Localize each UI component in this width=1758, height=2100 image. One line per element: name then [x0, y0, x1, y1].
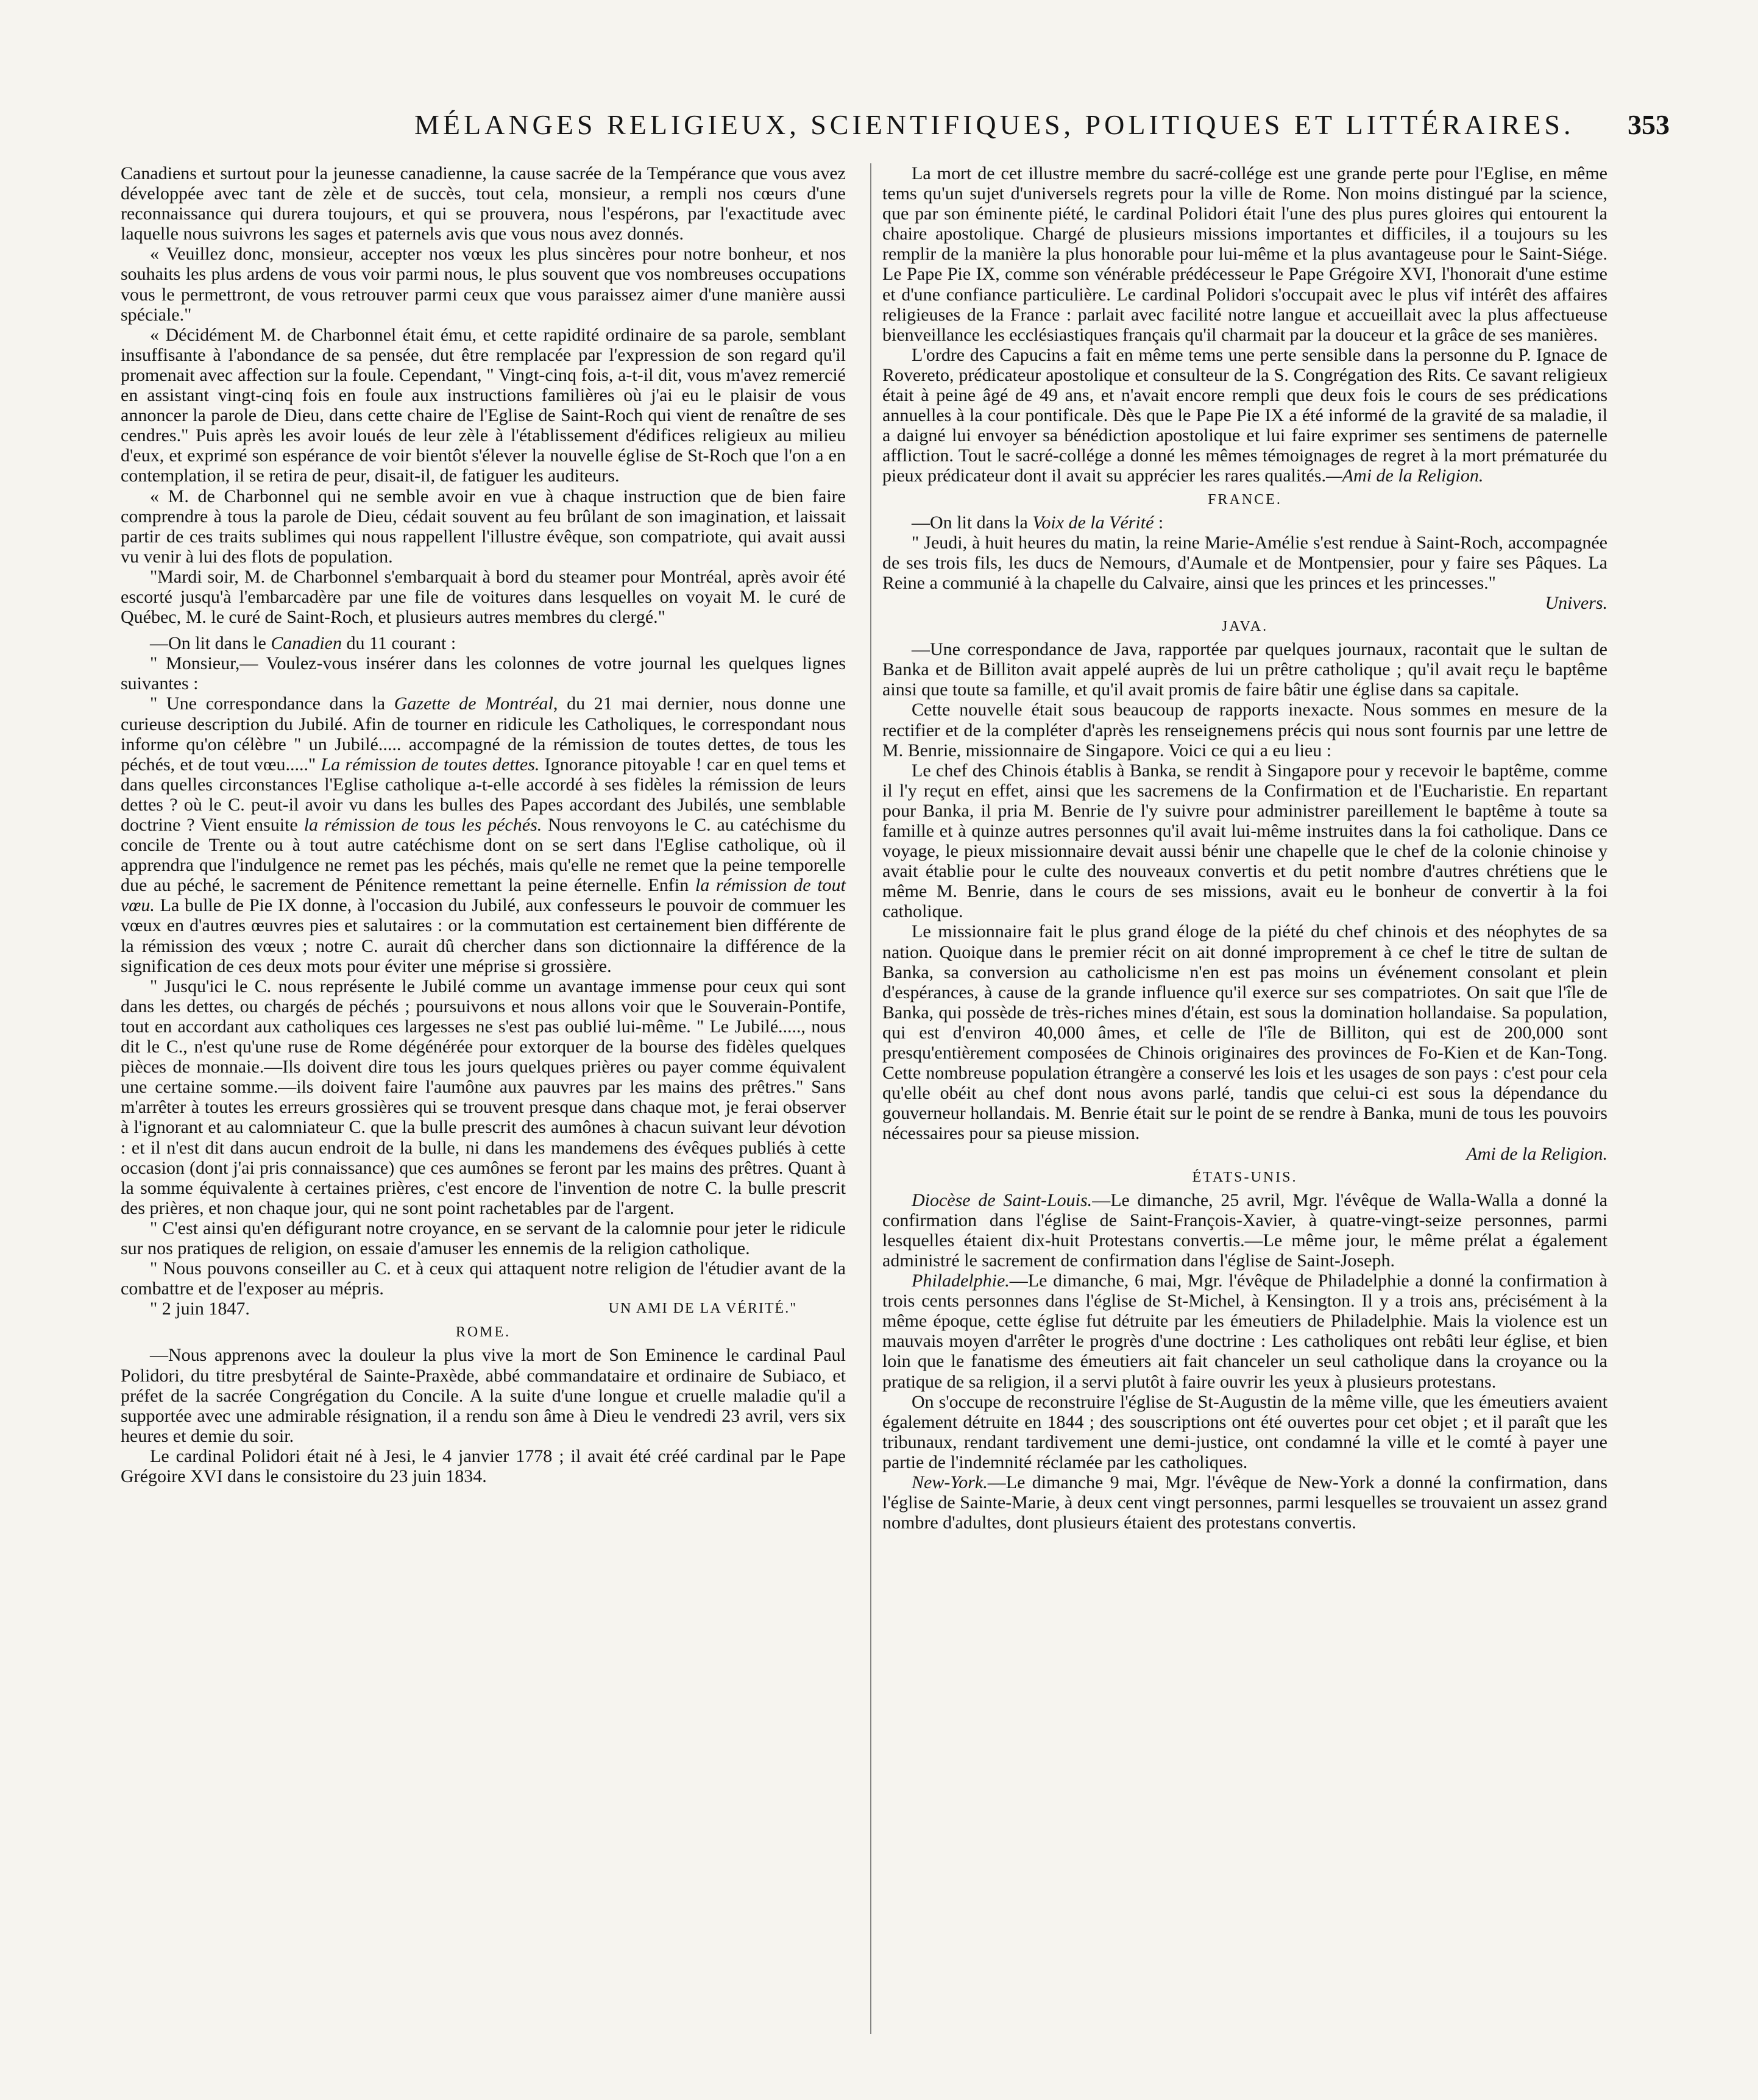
paragraph: La mort de cet illustre membre du sacré-collége est une grande perte pour l'Eglise, en même tems qu'un sujet d'universels regrets pour la ville de Rome. Non moins distingué par la science, que par son éminente piété, le cardinal Polidori était l'une des plus pures gloires qui entourent la chaire apostolique. Chargé de plusieurs missions importantes et difficiles, il a toujours su les remplir de la manière la plus honorable pour lui-même et la plus avantageuse pour le Saint-Siége. Le Pape Pie IX, comme son vénérable prédécesseur le Pape Grégoire XVI, l'honorait d'une estime et d'une confiance particulière. Le cardinal Polidori s'occupait avec le plus vif intérêt des affaires religieuses de la France : parlait avec facilité notre langue et accueillait avec la plus affectueuse bienveillance les ecclésiastiques français qu'il charmait par la douceur et la grâce de ses manières.: [882, 163, 1607, 345]
text-run: —On lit dans la: [912, 512, 1033, 533]
emphasis: La rémission de toutes dettes.: [321, 754, 540, 775]
text-run: , du 21 mai dernier, nous donne une curieuse description du Jubilé. Afin de tourner en ridicule les Catholiques, le correspondant nous informe qu'on célèbre " un Jubilé..... accompagné de la rémission de toutes dettes, de tous les péchés, et de tout vœu.....": [121, 693, 846, 775]
section-heading-java: JAVA.: [1221, 619, 1269, 635]
column-rule: [870, 163, 871, 2034]
date: " 2 juin 1847.: [150, 1299, 250, 1319]
place-name: Diocèse de Saint-Louis.: [912, 1190, 1093, 1210]
page-number: 353: [1628, 109, 1670, 140]
text-run: —Le dimanche, 6 mai, Mgr. l'évêque de Philadelphie a donné la confirmation à trois cents personnes dans l'église de St-Michel, à Kensington. Il y a trois ans, précisément à la même époque, cette église fut détruite par les émeutiers de Philadelphie. Mais la violence est un mauvais moyen d'arrêter le progrès d'une doctrine : Les catholiques ont rebâti leur église, et bien loin que le fanatisme des émeutiers ait fait chanceler un seul catholique dans la croyance ou la pratique de sa religion, il a servi plutôt à faire ouvrir les yeux à plusieurs protestans.: [882, 1271, 1607, 1392]
paragraph: —Nous apprenons avec la douleur la plus vive la mort de Son Eminence le cardinal Paul Polidori, du titre presbytéral de Sainte-Praxède, abbé commandataire et ordinaire de Subiaco, et préfet de la sacrée Congrégation du Concile. A la suite d'une longue et cruelle maladie qu'il a supportée avec une admirable résignation, il a rendu son âme à Dieu le vendredi 23 avril, vers six heures et demie du soir.: [121, 1345, 846, 1446]
paragraph: [882, 1190, 1607, 1271]
text-run: —Le dimanche 9 mai, Mgr. l'évêque de New-York a donné la confirmation, dans l'église de Sainte-Marie, à deux cent vingt personnes, parmi lesquelles se trouvaient un assez grand nombre d'adultes, dont plusieurs étaient des protestans convertis.: [882, 1472, 1607, 1533]
paragraph: " Nous pouvons conseiller au C. et à ceux qui attaquent notre religion de l'étudier avant de la combattre et de l'exposer au mépris.: [121, 1258, 846, 1299]
newspaper-name: Gazette de Montréal: [394, 693, 553, 714]
paragraph: [121, 633, 846, 653]
paragraph: [882, 1472, 1607, 1533]
signature: UN AMI DE LA VÉRITÉ.": [608, 1300, 797, 1317]
page-title: MÉLANGES RELIGIEUX, SCIENTIFIQUES, POLITIQUES ET LITTÉRAIRES.: [414, 109, 1575, 140]
paragraph: [121, 693, 846, 976]
paragraph: Le chef des Chinois établis à Banka, se rendit à Singapore pour y recevoir le baptême, comme il l'y reçut en effet, ainsi que les sacremens de la Confirmation et de l'Eucharistie. En repartant pour Banka, il pria M. Benrie de l'y suivre pour administrer pareillement le baptême à toute sa famille et à quinze autres personnes qu'il avait lui-même instruites dans la foi catholique. Dans ce voyage, le pieux missionnaire devait aussi bénir une chapelle que le chef de la colonie chinoise y avait établie pour le culte des nouveaux convertis et du petit nombre d'autres chrétiens que le même M. Benrie, dans le cours de ses missions, avait eu le bonheur de convertir à la foi catholique.: [882, 760, 1607, 922]
paragraph: [882, 1271, 1607, 1392]
text-run: —Le dimanche, 25 avril, Mgr. l'évêque de Walla-Walla a donné la confirmation dans l'église de Saint-François-Xavier, à quatre-vingt-seize personnes, parmi lesquelles étaient dix-huit Protestans convertis.—Le même jour, le même prélat a également administré le sacrement de confirmation dans l'église de Saint-Joseph.: [882, 1190, 1608, 1271]
text-run: La bulle de Pie IX donne, à l'occasion du Jubilé, aux confesseurs le pouvoir de commuer les vœux en d'autres œuvres pies et salutaires : or la commutation est certainement bien différente de la rémission des vœux ; notre C. aurait dû chercher dans son dictionnaire la différence de la signification de ces deux mots pour éviter une méprise si grossière.: [121, 895, 846, 976]
paragraph: « M. de Charbonnel qui ne semble avoir en vue à chaque instruction que de bien faire comprendre à tous la parole de Dieu, cédait souvent au feu brûlant de son imagination, et laissait partir de ces traits sublimes qui nous rappellent l'illustre évêque, son compatriote, qui avait aussi vu venir à lui des flots de population.: [121, 486, 846, 567]
text-run: Nous renvoyons le C. au catéchisme du concile de Trente ou à tout autre catéchisme dont on se sert dans l'Eglise catholique, où il apprendra que l'indulgence ne remet pas les péchés, mais qu'elle ne remet que la peine temporelle due au péché, le sacrement de Pénitence remettant la peine éternelle. Enfin: [121, 815, 846, 896]
text-run: Ignorance pitoyable ! car en quel tems et dans quelles circonstances l'Eglise catholique a-t-elle accordé à ses fidèles la rémission de leurs dettes ? où le C. peut-il avoir vu dans les bulles des Papes accordant des Jubilés, une semblable doctrine ? Vient ensuite: [121, 754, 846, 835]
paragraph: " Jusqu'ici le C. nous représente le Jubilé comme un avantage immense pour ceux qui sont dans les dettes, ou chargés de péchés ; poursuivons et nous allons voir que le Souverain-Pontife, tout en accordant aux catholiques ces largesses ne s'est pas oublié lui-même. " Le Jubilé....., nous dit le C., n'est qu'une ruse de Rome dégénérée pour extorquer de la bourse des fidèles quelques pièces de monnaie.—Ils doivent dire tous les jours quelques prières ou payer comme équivalent une certaine somme.—ils doivent faire l'aumône aux pauvres par les mains des prêtres." Sans m'arrêter à toutes les erreurs grossières qui se trouvent presque dans chaque mot, je ferai observer à l'ignorant et au calomniateur C. que la bulle prescrit des aumônes à chacun suivant leur dévotion : et il n'est dit dans aucun endroit de la bulle, ni dans les mandemens des évêques publiés à cette occasion (dont j'ai pris connaissance) que ces aumônes se feront par les mains des prêtres. Quant à la somme équivalente à certaines prières, c'est encore de l'invention de notre C. la bulle prescrit des prières, et non chaque jour, qui ne sont point rachetables par de l'argent.: [121, 976, 846, 1218]
place-name: Philadelphie.: [912, 1271, 1010, 1291]
right-column: [882, 163, 1607, 1533]
text-run: :: [1154, 512, 1164, 533]
section-heading-usa: ÉTATS-UNIS.: [1192, 1169, 1298, 1185]
paragraph: Canadiens et surtout pour la jeunesse canadienne, la cause sacrée de la Tempérance que vous avez développée avec tant de zèle et de succès, tout cela, monsieur, a rempli nos cœurs d'une reconnaissance qui durera toujours, et qui se prouvera, nous l'espérons, par l'exactitude avec laquelle nous suivrons les sages et paternels avis que vous nous avez donnés.: [121, 163, 846, 244]
paragraph: " Jeudi, à huit heures du matin, la reine Marie-Amélie s'est rendue à Saint-Roch, accompagnée de ses trois fils, les ducs de Nemours, d'Aumale et de Montpensier, pour y faire ses Pâques. La Reine a communié à la chapelle du Calvaire, ainsi que les princes et les princesses.": [882, 532, 1607, 593]
text-run: " Une correspondance dans la: [150, 693, 394, 714]
source-credit: —Ami de la Religion.: [1326, 466, 1484, 486]
paragraph: Le cardinal Polidori était né à Jesi, le 4 janvier 1778 ; il avait été créé cardinal par le Pape Grégoire XVI dans le consistoire du 23 juin 1834.: [121, 1446, 846, 1486]
paragraph: —Une correspondance de Java, rapportée par quelques journaux, racontait que le sultan de Banka et de Billiton avait appelé auprès de lui un prêtre catholique ; qu'il avait reçu le baptême ainsi que toute sa famille, et qu'il avait promis de faire bâtir une église dans sa capitale.: [882, 639, 1607, 700]
paragraph: On s'occupe de reconstruire l'église de St-Augustin de la même ville, que les émeutiers avaient également détruite en 1844 ; des souscriptions ont été ouvertes pour cet objet ; et il paraît que les tribunaux, rendant tardivement une demi-justice, ont condamné la ville et le comté à payer une partie de l'indemnité réclamée par les catholiques.: [882, 1391, 1607, 1472]
section-heading-france: FRANCE.: [1208, 491, 1282, 508]
paragraph: Le missionnaire fait le plus grand éloge de la piété du chef chinois et des néophytes de sa nation. Quoique dans le premier récit on ait donné improprement à ce chef le titre de sultan de Banka, sa conversion au catholicisme n'en est pas moins un événement consolant et plein d'espérances, à cause de la grande influence qu'il exerce sur ses compatriotes. On sait que l'île de Banka, qui possède de très-riches mines d'étain, est sous la domination hollandaise. Sa population, qui est d'environ 40,000 âmes, et celle de l'île de Billiton, qui est de 200,000 sont presqu'entièrement composées de Chinois originaires des provinces de Fo-Kien et de Kan-Tong. Cette nombreuse population étrangère a conservé les lois et les usages de son pays : c'est pour cela qu'elle obéit au chef dont nous avons parlé, tandis que celui-ci est sous la dépendance du gouverneur hollandais. M. Benrie était sur le point de se rendre à Banka, muni de tous les pouvoirs nécessaires pour sa pieuse mission.: [882, 921, 1607, 1144]
emphasis: la rémission de tous les péchés.: [303, 815, 542, 835]
emphasis: la rémission de tout vœu.: [121, 875, 846, 916]
newspaper-name: Canadien: [271, 633, 342, 654]
dateline: [121, 1299, 846, 1319]
section-heading-rome: ROME.: [455, 1324, 511, 1341]
newspaper-name: Voix de la Vérité: [1032, 512, 1154, 533]
paragraph: " Monsieur,— Voulez-vous insérer dans les colonnes de votre journal les quelques lignes suivantes :: [121, 653, 846, 694]
source-credit: Ami de la Religion.: [1466, 1143, 1607, 1164]
text-run: du 11 courant :: [341, 633, 456, 654]
paragraph: [882, 345, 1607, 486]
paragraph: "Mardi soir, M. de Charbonnel s'embarquait à bord du steamer pour Montréal, après avoir été escorté jusqu'à l'embarcadère par une file de voitures dans lesquelles on voyait M. le curé de Québec, M. le curé de Saint-Roch, et plusieurs autres membres du clergé.": [121, 566, 846, 628]
place-name: New-York.: [912, 1472, 988, 1492]
paragraph: « Veuillez donc, monsieur, accepter nos vœux les plus sincères pour notre bonheur, et nos souhaits les plus ardens de vous voir parmi nous, le plus souvent que vos nombreuses occupations vous le permettront, de vous retrouver parmi ceux que vous paraissez aimer d'une manière aussi spéciale.": [121, 244, 846, 325]
paragraph: « Décidément M. de Charbonnel était ému, et cette rapidité ordinaire de sa parole, semblant insuffisante à l'abondance de sa pensée, dut être remplacée par l'expression de son regard qu'il promenait avec affection sur la foule. Cependant, " Vingt-cinq fois, a-t-il dit, vous m'avez remercié en assistant vingt-cinq fois en foule aux instructions familières où j'ai eu le plaisir de vous annoncer la parole de Dieu, dans cette chaire de l'Eglise de Saint-Roch qui vient de renaître de ses cendres." Puis après les avoir loués de leur zèle à l'établissement d'édifices religieux au milieu d'eux, et exprimé son espérance de voir bientôt s'élever la nouvelle église de St-Roch que l'on a en contemplation, il se retira de peur, disait-il, de fatiguer les auditeurs.: [121, 324, 846, 486]
text-run: L'ordre des Capucins a fait en même tems une perte sensible dans la personne du P. Ignace de Rovereto, prédicateur apostolique et consulteur de la S. Congrégation des Rits. Ce savant religieux était à peine âgé de 49 ans, et n'avait encore rempli que deux fois le cours de ses prédications annuelles à la cour pontificale. Dès que le Pape Pie IX a été informé de la gravité de sa maladie, il a daigné lui envoyer sa bénédiction apostolique et lui faire exprimer ses sentimens de paternelle affliction. Tout le sacré-collége a donné les mêmes témoignages de regret à la mort prématurée du pieux prédicateur dont il avait su apprécier les rares qualités.: [882, 344, 1607, 486]
left-column: [121, 163, 846, 1486]
source-credit: Univers.: [1545, 592, 1607, 613]
running-head: [146, 108, 1670, 146]
paragraph: [882, 513, 1607, 533]
paragraph: Cette nouvelle était sous beaucoup de rapports inexacte. Nous sommes en mesure de la rectifier et de la compléter d'après les renseignemens précis qui nous sont fournis par une lettre de M. Benrie, missionnaire de Singapore. Voici ce qui a eu lieu :: [882, 700, 1607, 761]
paragraph: " C'est ainsi qu'en défigurant notre croyance, en se servant de la calomnie pour jeter le ridicule sur nos pratiques de religion, on essaie d'amuser les ennemis de la religion catholique.: [121, 1218, 846, 1258]
text-run: —On lit dans le: [150, 633, 271, 654]
